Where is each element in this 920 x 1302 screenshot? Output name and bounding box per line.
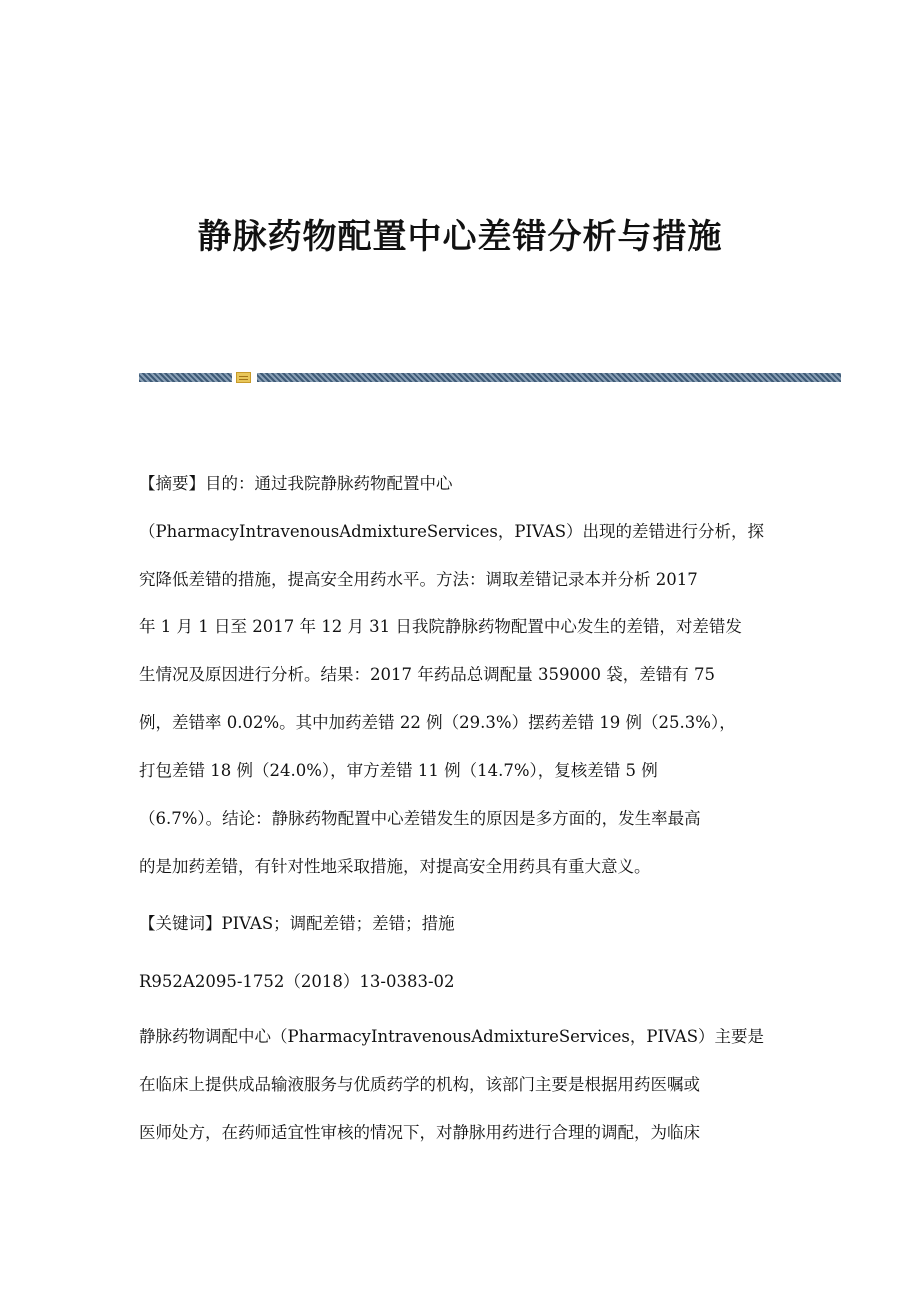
abstract-line-2: （PharmacyIntravenousAdmixtureServices，PIVAS）出现的差错进行分析，探 [139,522,765,541]
abstract-line-9: 的是加药差错，有针对性地采取措施，对提高安全用药具有重大意义。 [139,857,651,876]
divider-bar-left [139,373,232,382]
keywords-line: 【关键词】PIVAS；调配差错；差错；措施 [139,914,455,933]
abstract-line-1: 【摘要】目的：通过我院静脉药物配置中心 [139,474,453,493]
body-line-1: 静脉药物调配中心（PharmacyIntravenousAdmixtureServices，PIVAS）主要是 [139,1027,765,1046]
divider-bar-right [257,373,841,382]
abstract-line-6: 例，差错率 0.02%。其中加药差错 22 例（29.3%）摆药差错 19 例（25.3%）， [139,713,736,732]
body-line-3: 医师处方，在药师适宜性审核的情况下，对静脉用药进行合理的调配，为临床 [139,1123,700,1142]
abstract-line-7: 打包差错 18 例（24.0%），审方差错 11 例（14.7%），复核差错 5 例 [139,761,658,780]
divider-ornament-icon [236,372,251,383]
abstract-line-5: 生情况及原因进行分析。结果：2017 年药品总调配量 359000 袋，差错有 75 [139,665,715,684]
abstract-line-3: 究降低差错的措施，提高安全用药水平。方法：调取差错记录本并分析 2017 [139,570,698,589]
abstract-line-4: 年 1 月 1 日至 2017 年 12 月 31 日我院静脉药物配置中心发生的差错，对差错发 [139,617,742,636]
body-line-2: 在临床上提供成品输液服务与优质药学的机构，该部门主要是根据用药医嘱或 [139,1075,700,1094]
document-title: 静脉药物配置中心差错分析与措施 [197,217,723,257]
abstract-line-8: （6.7%）。结论：静脉药物配置中心差错发生的原因是多方面的，发生率最高 [139,809,701,828]
classification-code: R952A2095-1752（2018）13-0383-02 [139,972,455,991]
